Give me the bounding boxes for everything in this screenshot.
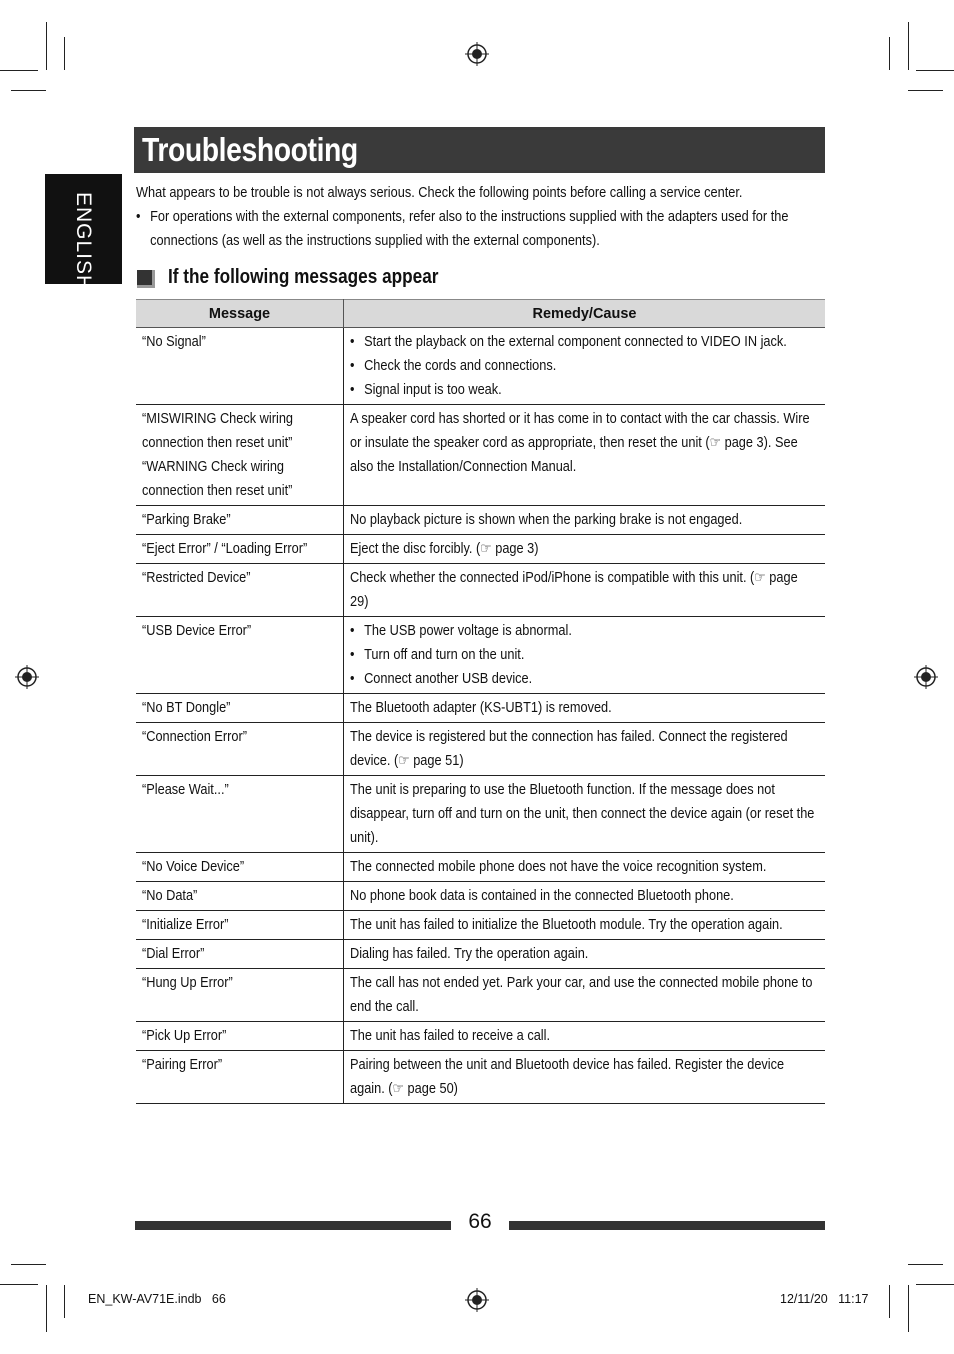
section-heading-text: If the following messages appear xyxy=(168,266,439,288)
intro-bullet xyxy=(136,205,842,253)
message-cell xyxy=(136,617,344,694)
remedy-cell xyxy=(344,969,826,1022)
section-square-icon xyxy=(137,270,155,288)
message-cell xyxy=(136,723,344,776)
remedy-list-item: • Start the playback on the external component connected to VIDEO IN jack. xyxy=(350,330,816,354)
remedy-text: The call has not ended yet. Park your car, and use the connected mobile phone to end the call. xyxy=(350,975,813,1015)
language-tab xyxy=(45,174,122,292)
message-text: “USB Device Error” xyxy=(142,623,252,639)
remedy-cell xyxy=(344,506,826,535)
column-header-message: Message xyxy=(136,300,344,328)
table-row xyxy=(136,535,825,564)
message-text: “Pairing Error” xyxy=(142,1057,223,1073)
message-text: “No Voice Device” xyxy=(142,859,245,875)
remedy-text: Pairing between the unit and Bluetooth device has failed. Register the device again. (☞ page 50) xyxy=(350,1057,785,1097)
remedy-text: Check whether the connected iPod/iPhone is compatible with this unit. (☞ page 29) xyxy=(350,570,798,610)
remedy-text: The connected mobile phone does not have the voice recognition system. xyxy=(350,859,767,875)
footer-bar-left xyxy=(135,1221,451,1230)
message-cell xyxy=(136,328,344,405)
remedy-cell xyxy=(344,564,826,617)
registration-mark-icon xyxy=(465,1288,489,1312)
remedy-text: Dialing has failed. Try the operation again. xyxy=(350,946,589,962)
message-text: “Initialize Error” xyxy=(142,917,229,933)
message-cell xyxy=(136,1022,344,1051)
message-cell xyxy=(136,853,344,882)
message-text: “Restricted Device” xyxy=(142,570,251,586)
remedy-text: A speaker cord has shorted or it has come in to contact with the car chassis. Wire or insulate the speaker cord as appropriate, then reset the unit (☞ page 3). See also the Installation/Connection Manual. xyxy=(350,411,810,475)
table-row xyxy=(136,405,825,506)
remedy-list xyxy=(350,330,816,402)
page-number: 66 xyxy=(468,1210,492,1233)
intro-bullet-text: For operations with the external components, refer also to the instructions supplied with the adapters used for the connections (as well as the instructions supplied with the external components). xyxy=(150,209,789,249)
table-body xyxy=(136,328,825,1104)
language-tab-label: ENGLISH xyxy=(72,192,95,292)
message-cell xyxy=(136,506,344,535)
table-row xyxy=(136,911,825,940)
remedy-cell xyxy=(344,535,826,564)
message-cell xyxy=(136,969,344,1022)
table-row xyxy=(136,564,825,617)
message-cell xyxy=(136,694,344,723)
message-text: “No BT Dongle” xyxy=(142,700,231,716)
message-text: “Hung Up Error” xyxy=(142,975,233,991)
remedy-cell xyxy=(344,1051,826,1104)
remedy-cell xyxy=(344,405,826,506)
table-row xyxy=(136,1051,825,1104)
table-row xyxy=(136,617,825,694)
table-row xyxy=(136,940,825,969)
message-cell xyxy=(136,405,344,506)
remedy-cell xyxy=(344,853,826,882)
messages-table xyxy=(136,299,825,1104)
message-cell xyxy=(136,940,344,969)
remedy-list-item: • Connect another USB device. xyxy=(350,667,816,691)
message-text: “No Signal” xyxy=(142,334,206,350)
table-row xyxy=(136,969,825,1022)
remedy-text: No playback picture is shown when the parking brake is not engaged. xyxy=(350,512,743,528)
registration-mark-icon xyxy=(15,665,39,689)
remedy-cell xyxy=(344,328,826,405)
page-title: Troubleshooting xyxy=(142,131,358,168)
remedy-text: Eject the disc forcibly. (☞ page 3) xyxy=(350,541,539,557)
remedy-text: The Bluetooth adapter (KS-UBT1) is removed. xyxy=(350,700,612,716)
table-row xyxy=(136,506,825,535)
message-text: “Parking Brake” xyxy=(142,512,231,528)
message-cell xyxy=(136,911,344,940)
intro-text xyxy=(136,181,826,253)
remedy-cell xyxy=(344,940,826,969)
remedy-cell xyxy=(344,723,826,776)
remedy-list-item: • Check the cords and connections. xyxy=(350,354,816,378)
remedy-cell xyxy=(344,882,826,911)
column-header-remedy: Remedy/Cause xyxy=(344,300,826,328)
registration-mark-icon xyxy=(914,665,938,689)
message-cell xyxy=(136,1051,344,1104)
message-text: “No Data” xyxy=(142,888,198,904)
remedy-text: The device is registered but the connection has failed. Connect the registered device. (☞ page 51) xyxy=(350,729,788,769)
message-text: “Pick Up Error” xyxy=(142,1028,227,1044)
remedy-cell xyxy=(344,1022,826,1051)
remedy-list-item: • The USB power voltage is abnormal. xyxy=(350,619,816,643)
registration-mark-icon xyxy=(465,42,489,66)
table-row xyxy=(136,723,825,776)
slug-file-info: EN_KW-AV71E.indb 66 xyxy=(88,1292,226,1306)
remedy-text: No phone book data is contained in the connected Bluetooth phone. xyxy=(350,888,734,904)
remedy-cell xyxy=(344,694,826,723)
remedy-list-item: • Turn off and turn on the unit. xyxy=(350,643,816,667)
remedy-text: The unit is preparing to use the Bluetooth function. If the message does not disappear, turn off and turn on the unit, then connect the device again (or reset the unit). xyxy=(350,782,815,846)
slug-timestamp: 12/11/20 11:17 xyxy=(780,1292,869,1306)
intro-paragraph: What appears to be trouble is not always serious. Check the following points before calling a service center. xyxy=(136,185,743,201)
table-row xyxy=(136,882,825,911)
remedy-list-item: • Signal input is too weak. xyxy=(350,378,816,402)
remedy-cell xyxy=(344,776,826,853)
message-text: “Please Wait...” xyxy=(142,782,229,798)
remedy-text: The unit has failed to initialize the Bluetooth module. Try the operation again. xyxy=(350,917,783,933)
table-row xyxy=(136,328,825,405)
table-row xyxy=(136,853,825,882)
footer-bar-right xyxy=(509,1221,825,1230)
remedy-cell xyxy=(344,617,826,694)
page-title-bar xyxy=(134,127,825,173)
message-cell xyxy=(136,776,344,853)
remedy-list xyxy=(350,619,816,691)
table-row xyxy=(136,694,825,723)
remedy-text: The unit has failed to receive a call. xyxy=(350,1028,551,1044)
table-row xyxy=(136,776,825,853)
message-cell xyxy=(136,564,344,617)
table-header-row xyxy=(136,300,825,328)
table-row xyxy=(136,1022,825,1051)
message-cell xyxy=(136,882,344,911)
message-text: “MISWIRING Check wiring connection then reset unit” “WARNING Check wiring connection then reset unit” xyxy=(142,411,294,499)
message-text: “Dial Error” xyxy=(142,946,205,962)
message-text: “Eject Error” / “Loading Error” xyxy=(142,541,308,557)
message-cell xyxy=(136,535,344,564)
message-text: “Connection Error” xyxy=(142,729,247,745)
bullet-symbol: • xyxy=(136,209,141,225)
remedy-cell xyxy=(344,911,826,940)
